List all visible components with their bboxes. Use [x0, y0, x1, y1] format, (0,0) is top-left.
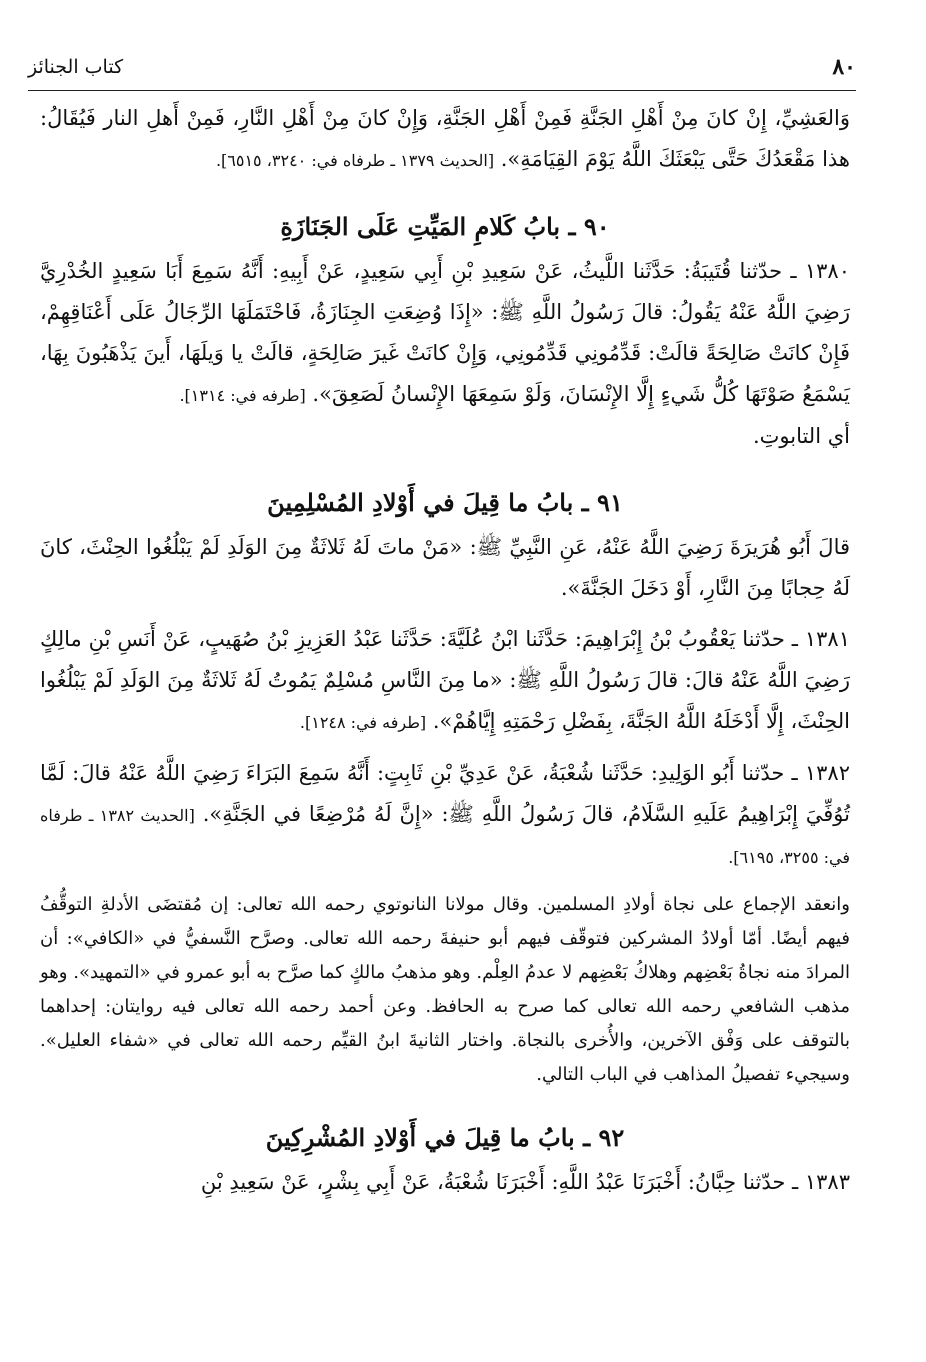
- intro-reference: [الحديث ١٣٧٩ ـ طرفاه في: ٣٢٤٠، ٦٥١٥].: [215, 151, 495, 170]
- hadith-1382-text: ١٣٨٢ ـ حدّثنا أَبُو الوَلِيدِ: حَدَّثَنا شُعْبَةُ، عَنْ عَدِيِّ بْنِ ثَابِتٍ: أَنَّهُ سَمِعَ البَرَاءَ رَضِيَ اللَّهُ عَنْهُ قالَ: لَمَّا تُوُفِّيَ إِبْرَاهِيمُ عَلَيهِ السَّلَامُ، قالَ رَسُولُ اللَّهِ ﷺ: «إِنَّ لَهُ مُرْضِعًا في الجَنَّةِ».: [40, 761, 851, 826]
- chapter-title-90: ٩٠ ـ بابُ كَلامِ المَيِّتِ عَلَى الجَنَازَةِ: [280, 212, 610, 241]
- spacer: [40, 878, 850, 888]
- spacer: [40, 457, 850, 479]
- page-number: ٨٠: [832, 54, 856, 80]
- page-body: [40, 98, 850, 1203]
- chapter-title-92: ٩٢ ـ بابُ ما قِيلَ في أَوْلادِ المُشْرِكِينَ: [265, 1123, 625, 1152]
- hadith-1380-text: ١٣٨٠ ـ حدّثنا قُتَيبَةُ: حَدَّثَنا اللَّيثُ، عَنْ سَعِيدِ بْنِ أَبِي سَعِيدٍ، عَنْ أَبِيهِ: أَنَّهُ سَمِعَ أَبَا سَعِيدٍ الخُدْرِيَّ رَضِيَ اللَّهُ عَنْهُ يَقُولُ: قالَ رَسُولُ اللَّهِ ﷺ: «إِذَا وُضِعَتِ الجِنَازَةُ، فَاحْتَمَلَهَا الرِّجَالُ عَلَى أَعْنَاقِهِمْ، فَإِنْ كانَتْ صَالِحَةً قالَتْ: قَدِّمُونِي قَدِّمُونِي، وَإِنْ كانَتْ غَيرَ صَالِحَةٍ، قالَتْ يا وَيلَهَا، أَينَ يَذْهَبُونَ بِهَا، يَسْمَعُ صَوْتَهَا كُلُّ شَيءٍ إِلَّا الإِنْسَانَ، وَلَوْ سَمِعَهَا الإِنْسانُ لَصَعِقَ».: [40, 259, 850, 406]
- chapter-91-intro: قالَ أَبُو هُرَيرَةَ رَضِيَ اللَّهُ عَنْهُ، عَنِ النَّبِيِّ ﷺ: «مَنْ ماتَ لَهُ ثَلاثَةٌ مِنَ الوَلَدِ لَمْ يَبْلُغُوا الحِنْثَ، كانَ لَهُ حِجابًا مِنَ النَّارِ، أَوْ دَخَلَ الجَنَّةَ».: [40, 535, 850, 600]
- spacer: [40, 609, 850, 619]
- hadith-1380: [40, 251, 850, 416]
- chapter-title-91: ٩١ ـ بابُ ما قِيلَ في أَوْلادِ المُسْلِمِينَ: [267, 488, 623, 517]
- spacer: [40, 743, 850, 753]
- hadith-1380-reference: [طرفه في: ١٣١٤].: [179, 386, 306, 405]
- page-header: [28, 52, 856, 82]
- hadith-1382: [40, 753, 850, 878]
- hadith-1383: ١٣٨٣ ـ حدّثنا حِبَّانُ: أَخْبَرَنَا عَبْدُ اللَّهِ: أَخْبَرَنَا شُعْبَةُ، عَنْ أَبِي بِشْرٍ، عَنْ سَعِيدِ بْنِ: [200, 1170, 850, 1194]
- book-title: كتاب الجنائز: [28, 56, 124, 78]
- intro-text: وَالعَشِيِّ، إِنْ كانَ مِنْ أَهْلِ الجَنَّةِ فَمِنْ أَهْلِ الجَنَّةِ، وَإِنْ كانَ مِنْ أَهْلِ النَّارِ، فَمِنْ أَهلِ النار فَيُقَالُ: هذا مَقْعَدُكَ حَتَّى يَبْعَثَكَ اللَّهُ يَوْمَ القِيَامَةِ».: [40, 106, 850, 171]
- hadith-1382-reference: [الحديث ١٣٨٢ ـ طرفاه في: ٣٢٥٥، ٦١٩٥].: [40, 806, 850, 867]
- hadith-1381-reference: [طرفه في: ١٢٤٨].: [299, 713, 427, 732]
- hadith-1381: [40, 619, 850, 743]
- hadith-1381-text: ١٣٨١ ـ حدّثنا يَعْقُوبُ بْنُ إِبْرَاهِيمَ: حَدَّثَنا ابْنُ عُلَيَّةَ: حَدَّثَنا عَبْدُ العَزِيزِ بْنُ صُهَيبٍ، عَنْ أَنَسِ بْنِ مالِكٍ رَضِيَ اللَّهُ عَنْهُ قالَ: قالَ رَسُولُ اللَّهِ ﷺ: «ما مِنَ النَّاسِ مُسْلِمٌ يَمُوتُ لَهُ ثَلاثَةٌ مِنَ الوَلَدِ لَمْ يَبْلُغُوا الحِنْثَ، إِلَّا أَدْخَلَهُ اللَّهُ الجَنَّةَ، بِفَضْلِ رَحْمَتِهِ إِيَّاهُمْ».: [40, 627, 850, 733]
- spacer: [40, 181, 850, 203]
- hadith-1380-note: أي التابوتِ.: [752, 424, 850, 448]
- header-rule: [28, 90, 856, 91]
- intro-paragraph: [40, 98, 850, 181]
- spacer: [40, 1092, 850, 1114]
- commentary-paragraph: وانعقد الإجماع على نجاة أولادِ المسلمين. وقال مولانا النانوتوي رحمه الله تعالى: إن مُقتضَى الأدلةِ التوقُّفُ فيهم أيضًا. أمّا أولادُ المشركين فتوقّف فيهم أبو حنيفةَ رحمه الله تعالى. وصرَّح النَّسفيُّ في «الكافي»: أن المرادَ منه نجاةُ بَعْضِهم وهلاكُ بَعْضِهم لا عدمُ العِلْم. وهو مذهبُ مالكٍ كما صرَّح به أبو عمرو في «التمهيد». وهو مذهب الشافعي رحمه الله تعالى كما صرح به الحافظ. وعن أحمد رحمه الله تعالى فيه روايتان: إحداهما بالتوقف على وَفْق الآخرين، والأُخرى بالنجاة. واختار الثانيةَ ابنُ القيِّم رحمه الله تعالى في «شفاء العليل». وسيجيء تفصيلُ المذاهب في الباب التالي.: [40, 894, 850, 1085]
